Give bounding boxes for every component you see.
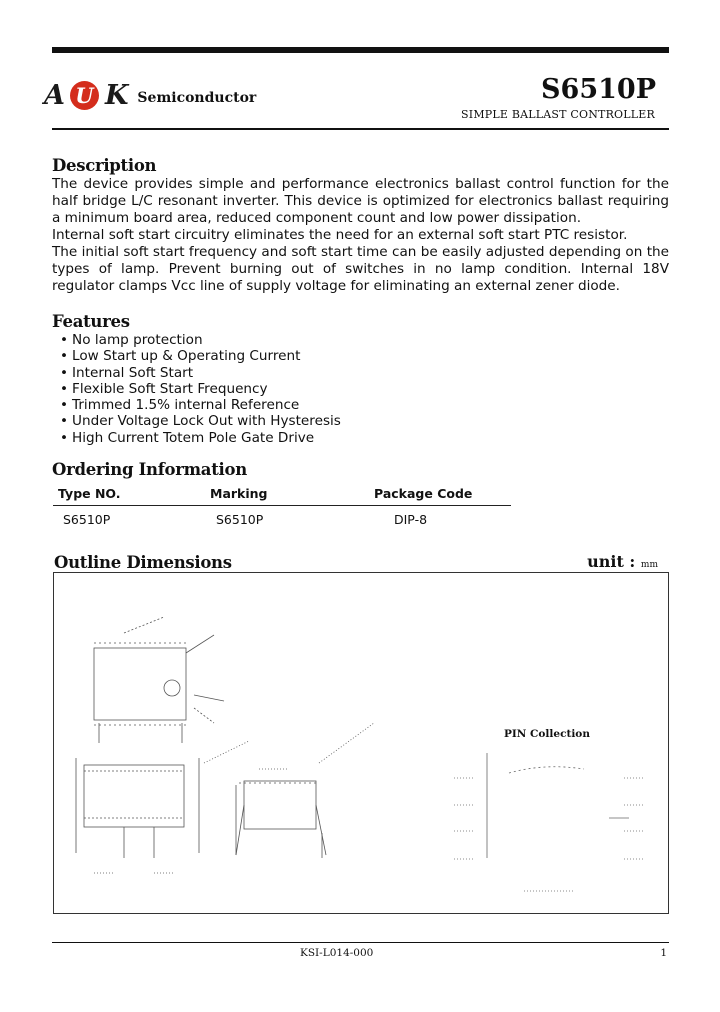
- cell-type: S6510P: [63, 512, 111, 527]
- header-rule: [52, 128, 669, 130]
- description-paragraph: Internal soft start circuitry eliminates the need for an external soft start PTC resistor.: [52, 227, 628, 243]
- column-header-package: Package Code: [374, 486, 473, 501]
- column-header-marking: Marking: [210, 486, 268, 501]
- unit-prefix: unit :: [587, 552, 636, 571]
- logo-letter-u: U: [70, 81, 99, 110]
- outline-dimensions-box: [53, 572, 669, 914]
- unit-value: mm: [640, 560, 658, 570]
- product-subtitle: SIMPLE BALLAST CONTROLLER: [461, 108, 655, 121]
- feature-item: • Flexible Soft Start Frequency: [60, 381, 341, 397]
- features-heading: Features: [52, 312, 130, 331]
- feature-item: • Trimmed 1.5% internal Reference: [60, 397, 341, 413]
- description-paragraph: The initial soft start frequency and soft start time can be easily adjusted depending on the types of lamp. Prevent burning out of switches in no lamp condition. Internal 18V regulator clamps Vcc line of supply voltage for eliminating an external zener diode.: [52, 244, 669, 294]
- logo-letter-a: A: [44, 80, 65, 111]
- description-paragraph: The device provides simple and performance electronics ballast control function for the half bridge L/C resonant inverter. This device is optimized for electronics ballast requiring a minimum board area, reduced component count and low power dissipation.: [52, 176, 669, 226]
- description-body: [52, 176, 669, 295]
- footer-rule: [52, 942, 669, 943]
- part-number: S6510P: [541, 74, 656, 105]
- cell-marking: S6510P: [216, 512, 264, 527]
- feature-item: • Under Voltage Lock Out with Hysteresis: [60, 413, 341, 429]
- pin-diagram: [454, 753, 644, 891]
- package-top-view: [94, 617, 224, 743]
- feature-item: • Low Start up & Operating Current: [60, 348, 341, 364]
- outline-heading: Outline Dimensions: [54, 553, 232, 572]
- ordering-table: [53, 484, 511, 529]
- company-name: Semiconductor: [137, 90, 257, 106]
- unit-label: [587, 552, 658, 571]
- page-number: 1: [660, 947, 667, 959]
- package-side-view: [76, 758, 199, 873]
- feature-item: • High Current Totem Pole Gate Drive: [60, 430, 341, 446]
- table-header-row: [53, 484, 511, 506]
- document-code: KSI-L014-000: [300, 947, 374, 959]
- top-rule: [52, 47, 669, 53]
- column-header-type: Type NO.: [58, 486, 121, 501]
- ordering-heading: Ordering Information: [52, 460, 247, 479]
- features-list: [60, 332, 341, 446]
- cell-package: DIP-8: [394, 512, 428, 527]
- table-row: [53, 506, 511, 530]
- feature-item: • No lamp protection: [60, 332, 341, 348]
- pin-collection-title: PIN Collection: [504, 728, 590, 740]
- package-end-view: [204, 723, 374, 858]
- outline-drawing: [54, 573, 668, 913]
- company-logo: [44, 80, 256, 111]
- description-heading: Description: [52, 156, 157, 175]
- logo-letter-k: K: [104, 80, 129, 111]
- feature-item: • Internal Soft Start: [60, 365, 341, 381]
